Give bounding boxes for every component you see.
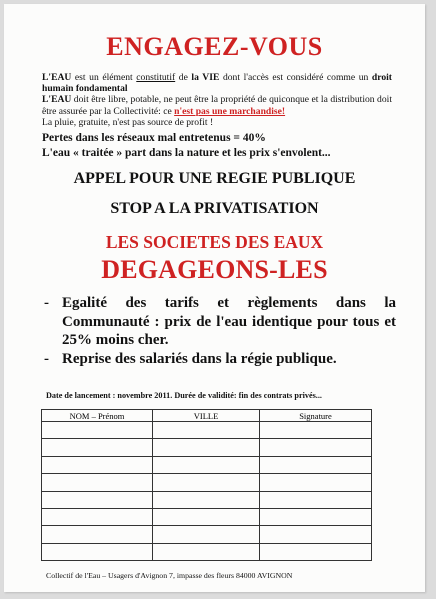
intro-text-1d: de — [175, 72, 192, 83]
launch-date: Date de lancement : novembre 2011. Durée de validité: fin des contrats privés... — [46, 391, 322, 400]
intro-marchandise: n'est pas une marchandise! — [174, 105, 286, 117]
intro-constitutif: constitutif — [136, 72, 176, 83]
demand-text: Egalité des tarifs et règlements dans la Communauté : prix de l'eau identique pour tous et 25% moins cher. — [62, 295, 396, 348]
nom-cell[interactable] — [42, 474, 153, 491]
signature-cell[interactable] — [260, 474, 372, 491]
table-row — [42, 439, 372, 456]
signature-table — [41, 409, 372, 561]
demand-item — [44, 294, 396, 350]
signature-cell[interactable] — [260, 491, 372, 508]
table-row — [42, 474, 372, 491]
ville-cell[interactable] — [153, 474, 260, 491]
ville-cell[interactable] — [153, 491, 260, 508]
nom-cell[interactable] — [42, 526, 153, 543]
pertes-line: Pertes dans les réseaux mal entretenus = 40% — [42, 132, 266, 144]
bullet-dash: - — [44, 350, 49, 367]
column-header-signature: Signature — [260, 410, 372, 422]
bullet-dash: - — [44, 295, 49, 311]
table-row — [42, 422, 372, 439]
intro-droit-humain: droit humain fondamental — [42, 72, 392, 95]
demands-list — [44, 294, 396, 368]
table-row — [42, 491, 372, 508]
footer-address: Collectif de l'Eau – Usagers d'Avignon 7, impasse des fleurs 84000 AVIGNON — [46, 571, 293, 580]
demand-text: Reprise des salariés dans la régie publique. — [62, 350, 337, 367]
table-row — [42, 543, 372, 560]
signature-cell[interactable] — [260, 508, 372, 525]
demand-item — [44, 350, 396, 369]
table-header-row — [42, 410, 372, 422]
intro-eau-2: L'EAU — [42, 94, 72, 106]
ville-cell[interactable] — [153, 508, 260, 525]
table-row — [42, 508, 372, 525]
appel-heading: APPEL POUR UNE REGIE PUBLIQUE — [73, 170, 356, 187]
societes-heading: LES SOCIETES DES EAUX — [105, 232, 324, 252]
intro-la-vie: la VIE — [191, 72, 220, 83]
nom-cell[interactable] — [42, 543, 153, 560]
column-header-nom: NOM – Prénom — [42, 410, 153, 422]
nom-cell[interactable] — [42, 456, 153, 473]
eau-traitee-line: L'eau « traitée » part dans la nature et les prix s'envolent... — [42, 147, 331, 159]
signature-cell[interactable] — [260, 422, 372, 439]
degageons-heading: DEGAGEONS-LES — [101, 255, 328, 284]
ville-cell[interactable] — [153, 526, 260, 543]
nom-cell[interactable] — [42, 491, 153, 508]
ville-cell[interactable] — [153, 422, 260, 439]
signature-cell[interactable] — [260, 439, 372, 456]
signature-cell[interactable] — [260, 456, 372, 473]
table-row — [42, 526, 372, 543]
nom-cell[interactable] — [42, 439, 153, 456]
intro-text-1b: est un élément — [71, 72, 137, 83]
intro-eau-1: L'EAU — [42, 72, 72, 83]
intro-pluie: La pluie, gratuite, n'est pas source de profit ! — [42, 116, 214, 128]
nom-cell[interactable] — [42, 422, 153, 439]
table-row — [42, 456, 372, 473]
intro-text-2b: doit être libre, potable, ne peut être la propriété de quiconque et la distribution doit être assurée par la Collectivité: ce — [42, 94, 392, 117]
stop-heading: STOP A LA PRIVATISATION — [110, 200, 319, 217]
ville-cell[interactable] — [153, 439, 260, 456]
intro-text — [42, 72, 392, 128]
ville-cell[interactable] — [153, 456, 260, 473]
intro-text-1f: dont l'accès est considéré comme un — [219, 72, 372, 83]
leaflet-page — [4, 4, 425, 592]
page-title: ENGAGEZ-VOUS — [106, 32, 323, 61]
signature-cell[interactable] — [260, 526, 372, 543]
ville-cell[interactable] — [153, 543, 260, 560]
signature-cell[interactable] — [260, 543, 372, 560]
nom-cell[interactable] — [42, 508, 153, 525]
column-header-ville: VILLE — [153, 410, 260, 422]
